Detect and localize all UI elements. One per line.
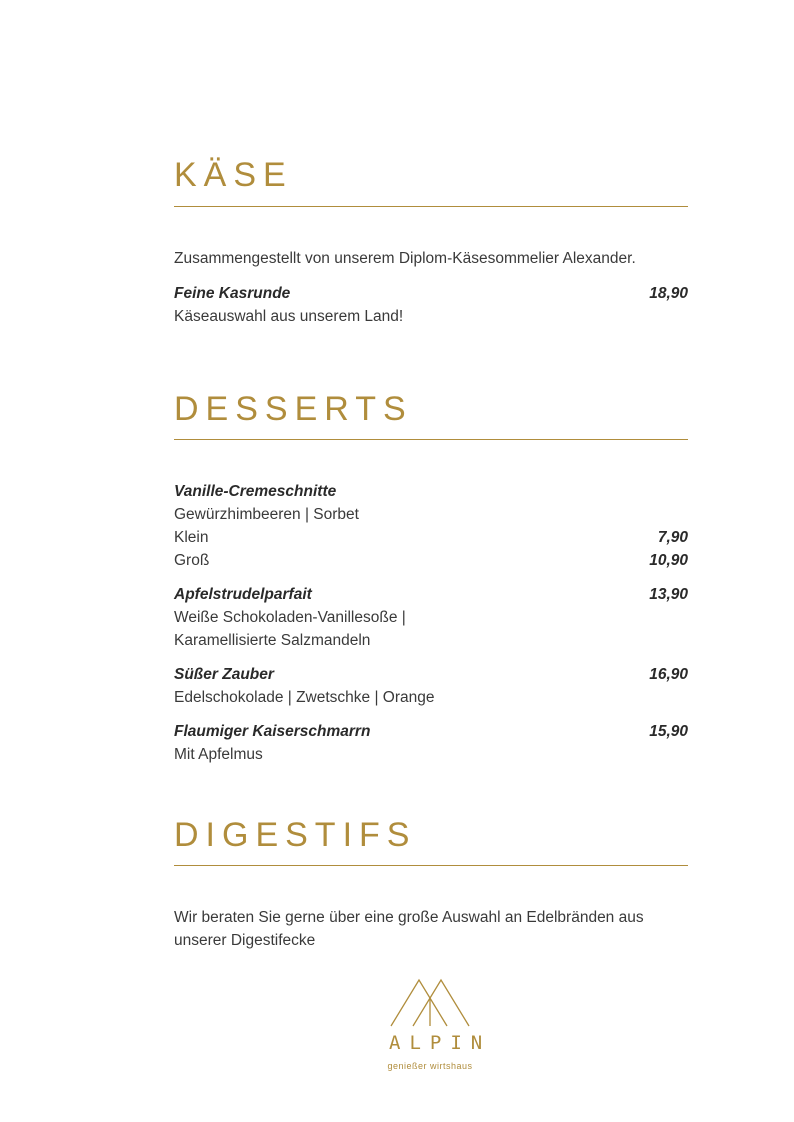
section-divider [174,865,688,866]
dish-description: Mit Apfelmus [174,746,263,763]
dish-price: 13,90 [649,586,688,603]
dish-name: Flaumiger Kaiserschmarrn [174,723,371,740]
logo-wordmark: ALPIN [389,1032,492,1054]
size-price: 7,90 [657,529,688,546]
alpin-logo [380,976,492,1076]
dish-name: Süßer Zauber [174,666,274,683]
dish-price: 16,90 [649,666,688,683]
size-price: 10,90 [649,552,688,569]
section-title-desserts: DESSERTS [174,390,413,428]
dish-price: 18,90 [649,285,688,302]
logo-subtitle: genießer wirtshaus [387,1061,473,1071]
dish-description: Karamellisierte Salzmandeln [174,632,371,649]
dish-price: 15,90 [649,723,688,740]
section-title-digestifs: DIGESTIFS [174,816,417,854]
dish-description: Edelschokolade | Zwetschke | Orange [174,689,435,706]
size-label: Klein [174,529,209,546]
dish-name: Apfelstrudelparfait [174,586,312,603]
dish-description: Käseauswahl aus unserem Land! [174,308,404,325]
section-intro: Zusammengestellt von unserem Diplom-Käsesommelier Alexander. [174,250,636,267]
mountain-peaks-icon [380,976,480,1032]
section-text: unserer Digestifecke [174,932,316,949]
menu-page [174,0,688,1122]
dish-description: Gewürzhimbeeren | Sorbet [174,506,359,523]
section-divider [174,206,688,207]
dish-name: Vanille-Cremeschnitte [174,483,337,500]
section-title-kaese: KÄSE [174,156,293,194]
size-label: Groß [174,552,210,569]
section-text: Wir beraten Sie gerne über eine große Auswahl an Edelbränden aus [174,909,644,926]
section-divider [174,439,688,440]
dish-description: Weiße Schokoladen-Vanillesoße | [174,609,406,626]
dish-name: Feine Kasrunde [174,285,291,302]
